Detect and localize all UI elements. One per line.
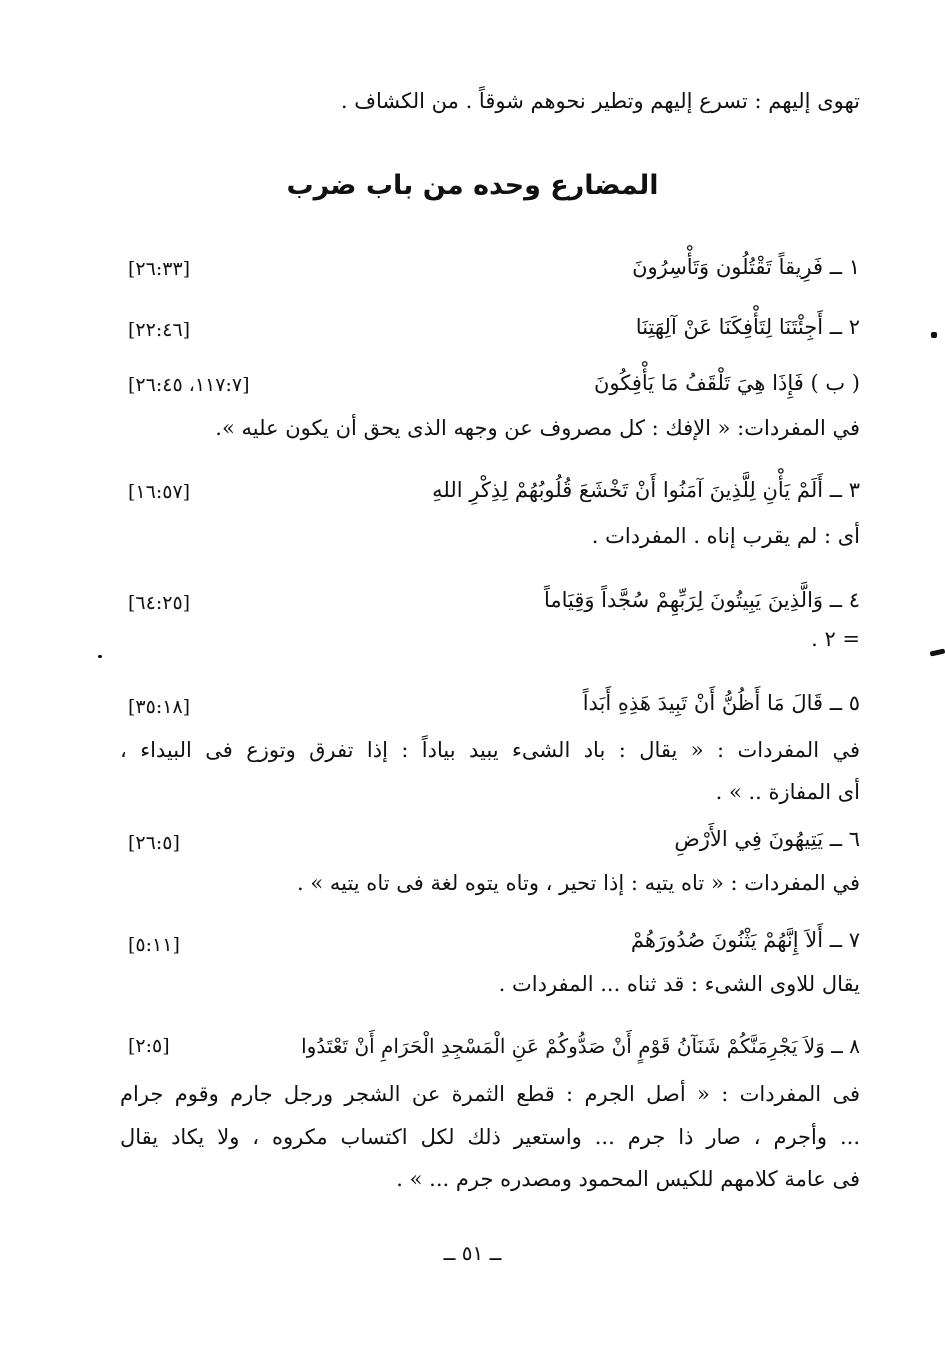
verse-3-reference: [١٦:٥٧]	[128, 481, 191, 503]
verse-6: ٦ ــ يَتِيهُونَ فِي الأَرْضِ	[674, 827, 860, 851]
verse-8: ٨ ــ وَلاَ يَجْرِمَنَّكُمْ شَنَآنُ قَوْمٍ أَنْ صَدُّوكُمْ عَنِ الْمَسْجِدِ الْحَرَامِ أَنْ تَعْتَدُوا	[301, 1034, 860, 1058]
verse-3: ٣ ــ أَلَمْ يَأْنِ لِلَّذِينَ آمَنُوا أَنْ تَخْشَعَ قُلُوبُهُمْ لِذِكْرِ اللهِ	[432, 478, 860, 502]
verse-4-reference: [٦٤:٢٥]	[128, 592, 191, 614]
note-5-line-1: في المفردات : « يقال : باد الشىء يبيد بياداً : إذا تفرق وتوزع فى البيداء ،	[120, 738, 860, 762]
section-title: المضارع وحده من باب ضرب	[286, 170, 659, 201]
scan-speck	[930, 648, 945, 656]
verse-2b: ( ب ) فَإِذَا هِيَ تَلْقَفُ مَا يَأْفِكُونَ	[593, 371, 860, 395]
scan-speck	[931, 332, 937, 338]
note-8-line-2: ... وأجرم ، صار ذا جرم ... واستعير ذلك لكل اكتساب مكروه ، ولا يكاد يقال	[120, 1125, 860, 1149]
verse-1-reference: [٢٦:٣٣]	[128, 258, 191, 280]
verse-8-reference: [٢:٥]	[128, 1035, 170, 1057]
verse-7: ٧ ــ أَلاَ إِنَّهُمْ يَثْنُونَ صُدُورَهُمْ	[630, 928, 860, 952]
verse-2: ٢ ــ أَجِئْتَنَا لِتَأْفِكَنَا عَنْ آلِهَتِنَا	[635, 315, 860, 339]
verse-5: ٥ ــ قَالَ مَا أَظُنُّ أَنْ تَبِيدَ هَذِهِ أَبَداً	[582, 691, 860, 715]
verse-4: ٤ ــ وَالَّذِينَ يَبِيتُونَ لِرَبِّهِمْ سُجَّداً وَقِيَاماً	[543, 588, 860, 612]
note-8-line-1: فى المفردات : « أصل الجرم : قطع الثمرة عن الشجر ورجل جارم وقوم جرام	[120, 1082, 860, 1106]
note-3: أى : لم يقرب إناه . المفردات .	[591, 524, 860, 548]
verse-2-reference: [٢٢:٤٦]	[128, 319, 191, 341]
verse-2b-reference: [١١٧:٧، ٢٦:٤٥]	[128, 374, 250, 396]
scan-speck	[98, 655, 102, 658]
verse-7-reference: [٥:١١]	[128, 934, 180, 956]
kashshaf-gloss-line: تهوى إليهم : تسرع إليهم وتطير نحوهم شوقاً . من الكشاف .	[340, 89, 860, 113]
note-5-line-2: أى المفازة .. » .	[715, 780, 860, 804]
verse-5-reference: [٣٥:١٨]	[128, 696, 191, 718]
note-7: يقال للاوى الشىء : قد ثناه ... المفردات .	[498, 972, 860, 996]
verse-6-reference: [٢٦:٥]	[128, 832, 180, 854]
note-8-line-3: فى عامة كلامهم للكيس المحمود ومصدره جرم ... » .	[396, 1167, 860, 1191]
note-4: = ٢ .	[811, 627, 860, 651]
page-number: ــ ٥١ ــ	[443, 1241, 502, 1265]
verse-1: ١ ــ فَرِيقاً تَقْتُلُون وَتَأْسِرُونَ	[632, 255, 860, 279]
note-6: في المفردات : « تاه يتيه : إذا تحير ، وتاه يتوه لغة فى تاه يتيه » .	[296, 871, 860, 895]
note-2b: في المفردات: « الإفك : كل مصروف عن وجهه الذى يحق أن يكون عليه ».	[215, 416, 860, 440]
